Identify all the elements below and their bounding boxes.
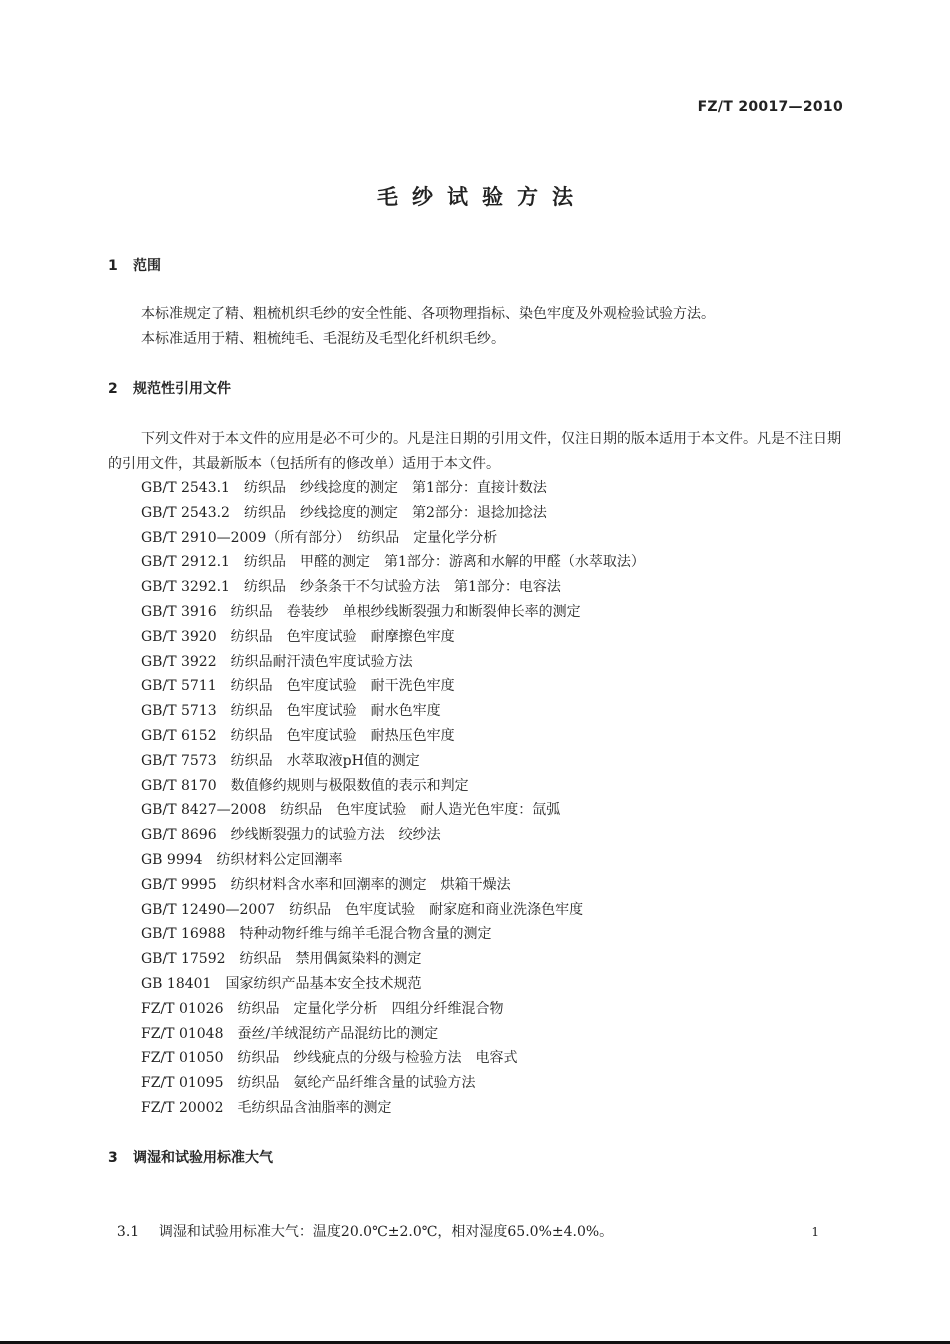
reference-item: GB 18401 国家纺织产品基本安全技术规范 [141,975,422,992]
reference-item: GB/T 12490—2007 纺织品 色牢度试验 耐家庭和商业洗涤色牢度 [141,901,584,918]
reference-item: GB/T 9995 纺织材料含水率和回潮率的测定 烘箱干燥法 [141,876,511,893]
reference-item: GB/T 8696 纱线断裂强力的试验方法 绞纱法 [141,827,441,844]
section-1-number: 1 [108,258,118,274]
section-3-heading [108,1148,273,1168]
section-2-title: 规范性引用文件 [133,381,231,397]
scope-paragraph-1: 本标准规定了精、粗梳机织毛纱的安全性能、各项物理指标、染色牢度及外观检验试验方法。 [141,306,715,322]
section-1-heading [108,256,161,276]
clause-3-1-text: 调湿和试验用标准大气：温度20.0℃±2.0℃，相对湿度65.0%±4.0%。 [158,1224,614,1240]
section-3-title: 调湿和试验用标准大气 [133,1150,273,1166]
reference-item: FZ/T 01026 纺织品 定量化学分析 四组分纤维混合物 [141,1000,504,1017]
reference-item: GB/T 2912.1 纺织品 甲醛的测定 第1部分：游离和水解的甲醛（水萃取法） [141,554,645,571]
reference-item: FZ/T 01095 纺织品 氨纶产品纤维含量的试验方法 [141,1075,476,1092]
reference-item: GB/T 2543.1 纺织品 纱线捻度的测定 第1部分：直接计数法 [141,480,547,496]
section-2-number: 2 [108,381,118,397]
reference-item: GB/T 7573 纺织品 水萃取液pH值的测定 [141,752,420,769]
reference-item: GB/T 5711 纺织品 色牢度试验 耐干洗色牢度 [141,678,455,695]
reference-item: FZ/T 01048 蚕丝/羊绒混纺产品混纺比的测定 [141,1025,439,1042]
references-intro: 下列文件对于本文件的应用是必不可少的。凡是注日期的引用文件，仅注日期的版本适用于本文件。凡是不注日期的引用文件，其最新版本（包括所有的修改单）适用于本文件。 [108,431,841,472]
reference-item: GB/T 3922 纺织品耐汗渍色牢度试验方法 [141,653,413,670]
reference-list [141,476,645,1121]
reference-item: GB/T 6152 纺织品 色牢度试验 耐热压色牢度 [141,727,455,744]
reference-item: GB/T 8170 数值修约规则与极限数值的表示和判定 [141,777,469,794]
reference-item: GB/T 2910—2009（所有部分） 纺织品 定量化学分析 [141,529,498,546]
clause-3-1-number: 3.1 [116,1224,140,1240]
section-1-title: 范围 [133,258,161,274]
reference-item: GB/T 8427—2008 纺织品 色牢度试验 耐人造光色牢度：氙弧 [141,802,561,819]
reference-item: GB/T 16988 特种动物纤维与绵羊毛混合物含量的测定 [141,926,492,943]
page-number: 1 [811,1225,819,1239]
reference-item: GB 9994 纺织材料公定回潮率 [141,851,343,868]
scope-paragraph-2: 本标准适用于精、粗梳纯毛、毛混纺及毛型化纤机织毛纱。 [141,331,505,347]
standard-code: FZ/T 20017—2010 [697,99,843,115]
reference-item: GB/T 2543.2 纺织品 纱线捻度的测定 第2部分：退捻加捻法 [141,504,547,521]
reference-item: GB/T 5713 纺织品 色牢度试验 耐水色牢度 [141,703,441,720]
document-title: 毛纱试验方法 [377,185,587,209]
reference-item: GB/T 3292.1 纺织品 纱条条干不匀试验方法 第1部分：电容法 [141,579,561,596]
reference-item: GB/T 3916 纺织品 卷装纱 单根纱线断裂强力和断裂伸长率的测定 [141,603,581,620]
section-2-heading [108,379,231,399]
reference-item: FZ/T 20002 毛纺织品含油脂率的测定 [141,1099,392,1116]
reference-item: GB/T 17592 纺织品 禁用偶氮染料的测定 [141,951,422,968]
clause-3-1 [108,1196,613,1244]
reference-item: GB/T 3920 纺织品 色牢度试验 耐摩擦色牢度 [141,628,455,645]
reference-item: FZ/T 01050 纺织品 纱线疵点的分级与检验方法 电容式 [141,1050,518,1067]
section-3-number: 3 [108,1150,118,1166]
